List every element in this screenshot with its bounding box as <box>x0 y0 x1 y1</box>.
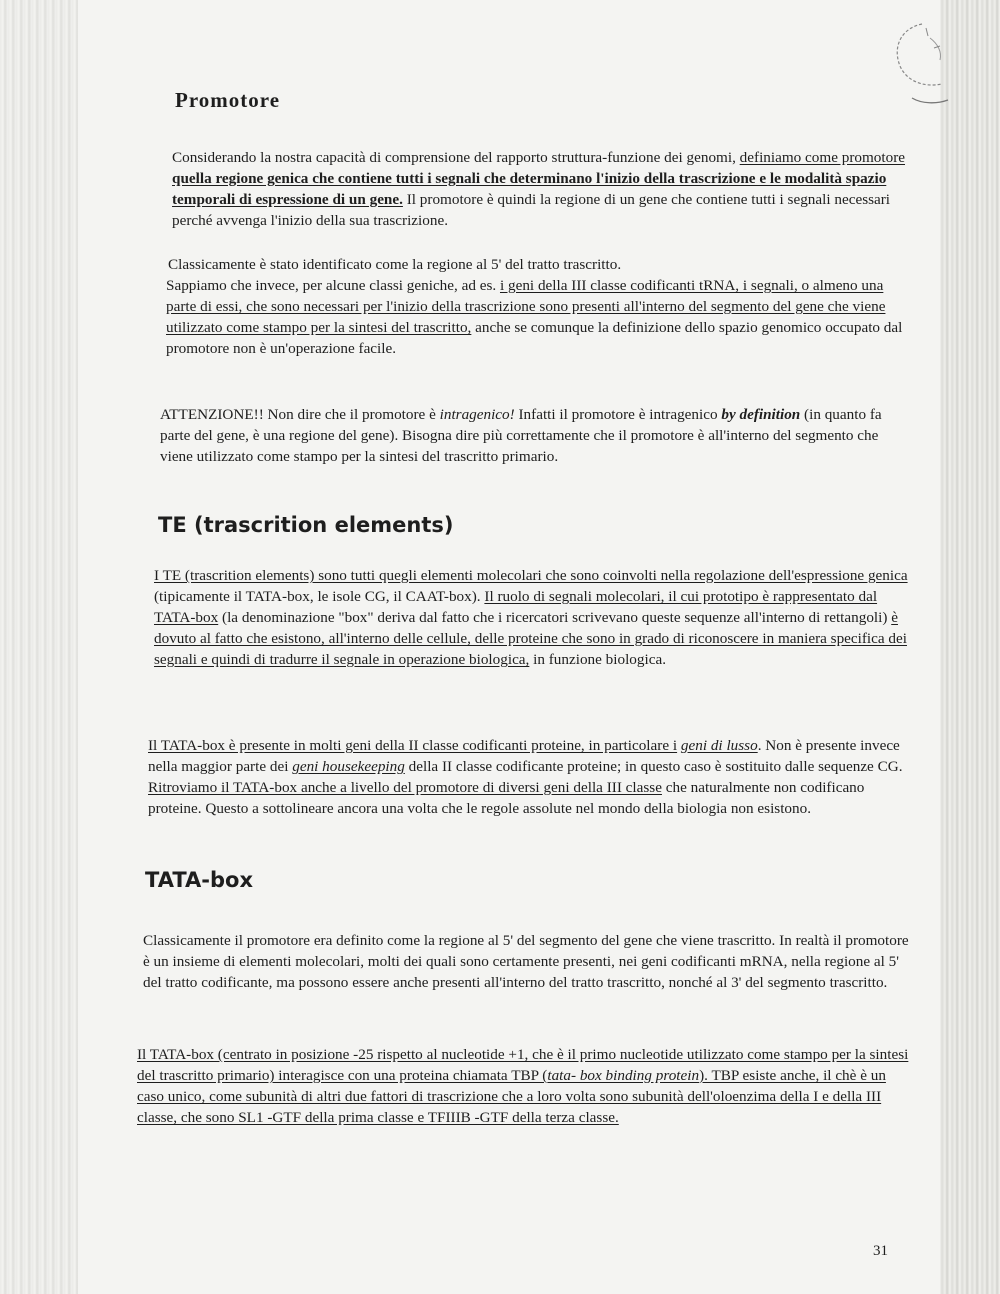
underlined-text: i geni della III classe codificanti tRNA, i segnali, o almeno una parte di essi, che sono necessari per l'inizio della trascrizione sono presenti all'interno del segmento del gene che viene utilizzato come stampo per la sintesi del trascritto, <box>166 277 886 336</box>
text-run: Sappiamo che invece, per alcune classi geniche, ad es. <box>166 277 497 294</box>
italic-underlined-text: geni housekeeping <box>292 758 405 775</box>
text-run: in funzione biologica. <box>533 651 666 668</box>
underlined-text: Ritroviamo il TATA-box anche a livello del promotore di diversi geni della III classe <box>148 779 662 796</box>
paragraph-tata-classi <box>148 735 912 819</box>
paragraph-classi-geniche <box>166 275 908 359</box>
section-title-tata-box: TATA-box <box>145 868 253 892</box>
paragraph-definizione <box>172 147 907 231</box>
italic-bold-text: by definition <box>721 406 801 423</box>
text-run: (la denominazione "box" deriva dal fatto che i ricercatori scrivevano queste sequenze all'interno di rettangoli) <box>222 609 888 626</box>
text-run: Considerando la nostra capacità di comprensione del rapporto struttura-funzione dei genomi, <box>172 149 736 166</box>
text-run: che naturalmente non codificano proteine. <box>148 779 865 817</box>
text-run: anche se comunque la definizione dello spazio genomico occupato dal promotore non è un'operazione facile. <box>166 319 903 357</box>
section-title-promotore: Promotore <box>175 88 281 112</box>
paragraph-te <box>154 565 912 670</box>
text-run: ATTENZIONE!! Non dire che il promotore è <box>160 406 436 423</box>
text-run: . Non è presente invece nella maggior parte dei <box>148 737 900 775</box>
paragraph-classicamente: Classicamente è stato identificato come la regione al 5' del tratto trascritto. <box>168 256 622 273</box>
underlined-text: Il TATA-box è presente in molti geni della II classe codificanti proteine, in particolare i <box>148 737 678 754</box>
underlined-text: Il ruolo di segnali molecolari, il cui prototipo è rappresentato dal TATA-box <box>154 588 878 626</box>
italic-underlined-text: geni di lusso <box>680 737 758 754</box>
paragraph-tata-definizione: Classicamente il promotore era definito come la regione al 5' del segmento del gene che viene trascritto. In realtà il promotore è un insieme di elementi molecolari, molti dei quali sono certamente presenti, nei geni codificanti mRNA, nella regione al 5' del tratto codificante, ma possono essere anche presenti all'interno del tratto trascritto, nonché al 3' del segmento trascritto. <box>143 932 909 991</box>
paragraph-tbp <box>137 1044 913 1128</box>
text-run: (in quanto fa parte del gene, è una regione del gene). Bisogna dire più correttamente che il promotore è all'interno del segmento che viene utilizzato come stampo per la sintesi del trascritto primario. <box>160 406 882 465</box>
text-run: Infatti il promotore è intragenico <box>518 406 718 423</box>
underlined-text: definiamo come promotore <box>739 149 905 166</box>
italic-text: intragenico! <box>439 406 515 423</box>
definition-bold: quella regione genica che contiene tutti i segnali che determinano l'inizio della trascrizione e le modalità spazio temporali di espressione di un gene. <box>172 170 887 208</box>
underlined-text: è dovuto al fatto che esistono, all'interno delle cellule, delle proteine che sono in grado di riconoscere in maniera specifica dei segnali e quindi di tradurre il segnale in operazione biologica, <box>154 609 907 668</box>
underlined-text: Il TATA-box (centrato in posizione -25 rispetto al nucleotide +1, che è il primo nucleotide utilizzato come stampo per la sintesi del trascritto primario) interagisce con una proteina chiamata TBP ( <box>137 1046 909 1084</box>
text-run: Il promotore è quindi la regione di un gene che contiene tutti i segnali necessari perché avvenga l'inizio della sua trascrizione. <box>172 191 891 229</box>
underlined-text: ). TBP esiste anche, il chè è un caso unico, come subunità di altri due fattori di trascrizione che a loro volta sono subunità dell'oloenzima della I e della III classe, che sono SL1 -GTF della prima classe e TFIIIB -GTF della terza classe. <box>137 1067 886 1126</box>
section-title-te: TE (trascrition elements) <box>158 513 454 537</box>
paragraph-attenzione <box>160 404 910 467</box>
text-run: Questo a sottolineare ancora una volta che le regole assolute nel mondo della biologia non esistono. <box>205 800 811 817</box>
page-number: 31 <box>873 1243 888 1259</box>
italic-underlined-text: tata- box binding protein <box>547 1067 700 1084</box>
underlined-text: I TE (trascrition elements) sono tutti quegli elementi molecolari che sono coinvolti nella regolazione dell'espressione genica <box>154 567 908 584</box>
text-run: (tipicamente il TATA-box, le isole CG, il CAAT-box). <box>154 588 481 605</box>
text-run: della II classe codificante proteine; in questo caso è sostituito dalle sequenze CG. <box>408 758 903 775</box>
